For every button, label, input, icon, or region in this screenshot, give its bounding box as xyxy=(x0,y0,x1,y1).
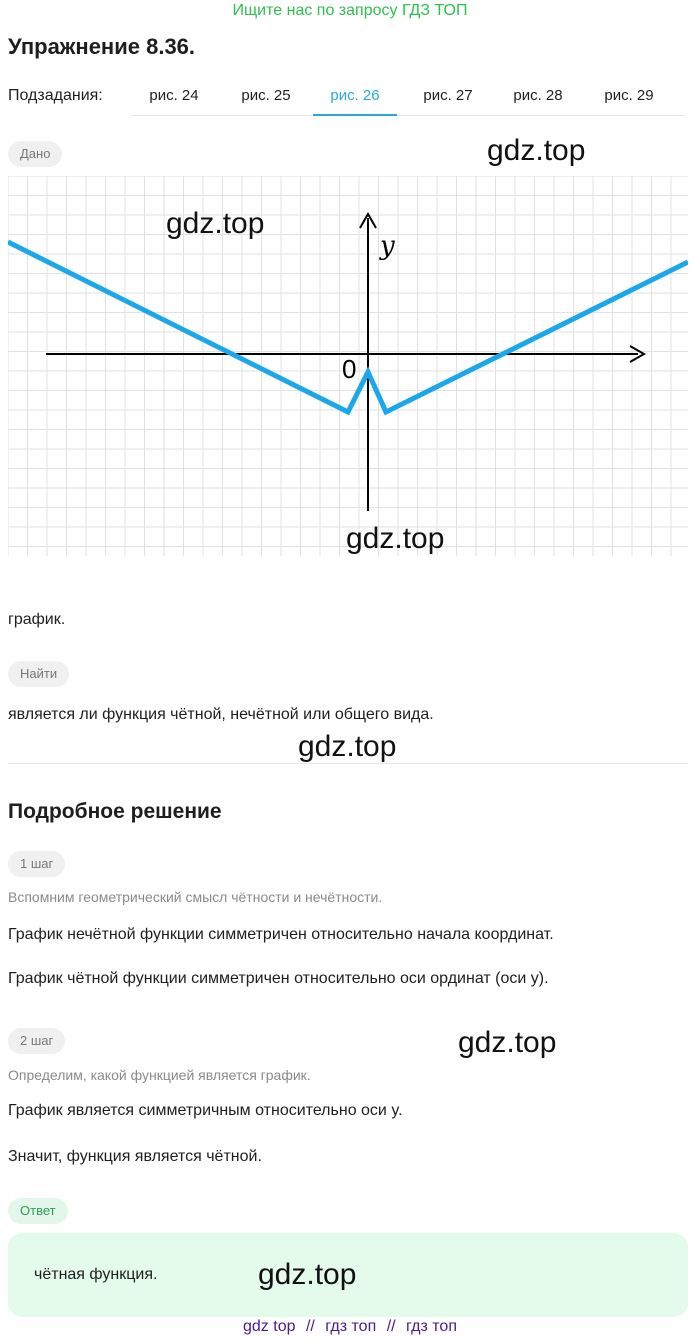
origin-label: 0 xyxy=(342,354,357,384)
solution-heading: Подробное решение xyxy=(8,800,222,823)
function-graph xyxy=(8,176,688,556)
watermark: gdz.top xyxy=(346,522,445,555)
y-axis xyxy=(360,214,376,511)
watermark: gdz.top xyxy=(258,1258,357,1291)
tab-fig-28[interactable]: рис. 28 xyxy=(513,87,563,104)
tab-fig-24[interactable]: рис. 24 xyxy=(149,87,199,104)
step-2-line-1: График является симметричным относительно оси y. xyxy=(8,1102,403,1119)
footer-link[interactable]: гдз топ xyxy=(325,1318,377,1335)
answer-chip: Ответ xyxy=(8,1198,68,1224)
watermark: gdz.top xyxy=(166,207,265,240)
footer-links xyxy=(0,1318,700,1336)
tab-fig-25[interactable]: рис. 25 xyxy=(241,87,291,104)
footer-link[interactable]: гдз топ xyxy=(406,1318,457,1335)
given-chip: Дано xyxy=(8,141,62,167)
watermark: gdz.top xyxy=(298,730,397,763)
step-1-line-1: График нечётной функции симметричен относительно начала координат. xyxy=(8,926,554,943)
footer-separator: // xyxy=(386,1318,396,1335)
promo-banner[interactable]: Ищите нас по запросу ГДЗ ТОП xyxy=(232,2,468,19)
function-curve xyxy=(8,242,688,412)
step-1-chip: 1 шаг xyxy=(8,851,65,877)
exercise-title: Упражнение 8.36. xyxy=(8,34,196,59)
find-text: является ли функция чётной, нечётной или общего вида. xyxy=(8,706,434,723)
answer-text: чётная функция. xyxy=(34,1266,158,1283)
y-axis-label: y xyxy=(380,231,395,261)
find-chip: Найти xyxy=(8,661,69,687)
tab-fig-29[interactable]: рис. 29 xyxy=(604,87,654,104)
step-1-hint: Вспомним геометрический смысл чётности и нечётности. xyxy=(8,889,383,905)
footer-link[interactable]: gdz top xyxy=(243,1318,296,1335)
step-2-hint: Определим, какой функцией является график. xyxy=(8,1067,311,1083)
step-1-line-2: График чётной функции симметричен относительно оси ординат (оси y). xyxy=(8,970,549,987)
subtasks-label: Подзадания: xyxy=(8,87,103,104)
step-2-line-2: Значит, функция является чётной. xyxy=(8,1148,262,1165)
given-text: график. xyxy=(8,611,66,628)
watermark: gdz.top xyxy=(458,1026,557,1059)
footer-separator: // xyxy=(305,1318,315,1335)
tab-fig-27[interactable]: рис. 27 xyxy=(423,87,473,104)
watermark: gdz.top xyxy=(487,134,586,167)
graph-svg xyxy=(8,176,688,556)
subtasks-tabs xyxy=(130,78,686,116)
step-2-chip: 2 шаг xyxy=(8,1028,65,1054)
tab-fig-26[interactable]: рис. 26 xyxy=(313,78,397,116)
divider xyxy=(8,763,688,764)
